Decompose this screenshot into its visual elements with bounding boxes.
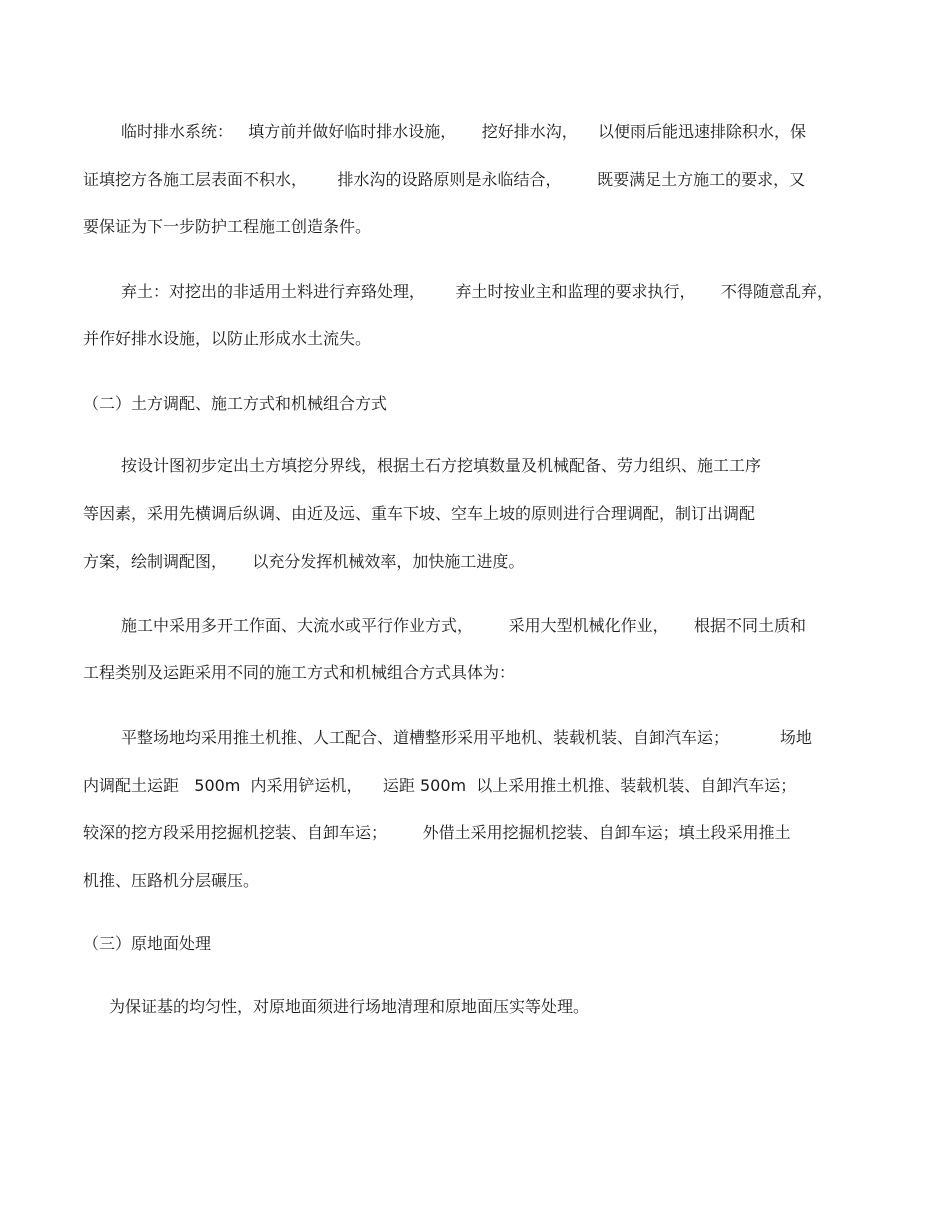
paragraph-drainage-line-2: 证填挖方各施工层表面不积水， 排水沟的设路原则是永临结合， 既要满足土方施工的要求，又 (83, 170, 806, 189)
paragraph-spoil-line-2: 并作好排水设施，以防止形成水土流失。 (83, 329, 372, 348)
paragraph-machinery-line-2: 内调配土运距 500m 内采用铲运机， 运距 500m 以上采用推土机推、装载机装、自卸汽车运； (83, 776, 797, 795)
section-heading-2: （二）土方调配、施工方式和机械组合方式 (83, 394, 388, 413)
paragraph-methods-line-1: 施工中采用多开工作面、大流水或平行作业方式， 采用大型机械化作业， 根据不同土质和 (121, 616, 807, 635)
paragraph-machinery-line-3: 较深的挖方段采用挖掘机挖装、自卸车运； 外借土采用挖掘机挖装、自卸车运；填土段采用推土 (83, 823, 791, 842)
paragraph-ground-line-1: 为保证基的均匀性，对原地面须进行场地清理和原地面压实等处理。 (109, 997, 590, 1016)
paragraph-machinery-line-1: 平整场地均采用推土机推、人工配合、道槽整形采用平地机、装载机装、自卸汽车运； 场地 (121, 728, 812, 747)
paragraph-allocation-line-1: 按设计图初步定出土方填挖分界线，根据土石方挖填数量及机械配备、劳力组织、施工工序 (121, 456, 762, 475)
paragraph-drainage-line-1: 临时排水系统： 填方前并做好临时排水设施， 挖好排水沟， 以便雨后能迅速排除积水，保 (121, 122, 807, 141)
paragraph-allocation-line-2: 等因素，采用先横调后纵调、由近及远、重车下坡、空车上坡的原则进行合理调配，制订出调配 (83, 504, 756, 523)
paragraph-machinery-line-4: 机推、压路机分层碾压。 (83, 871, 260, 890)
paragraph-spoil-line-1: 弃土：对挖出的非适用土料进行弃臵处理， 弃土时按业主和监理的要求执行， 不得随意乱弃， (121, 282, 833, 301)
section-heading-3: （三）原地面处理 (83, 934, 212, 953)
paragraph-drainage-line-3: 要保证为下一步防护工程施工创造条件。 (83, 217, 372, 236)
paragraph-allocation-line-3: 方案，绘制调配图， 以充分发挥机械效率，加快施工进度。 (83, 552, 525, 571)
paragraph-methods-line-2: 工程类别及运距采用不同的施工方式和机械组合方式具体为： (83, 663, 516, 682)
